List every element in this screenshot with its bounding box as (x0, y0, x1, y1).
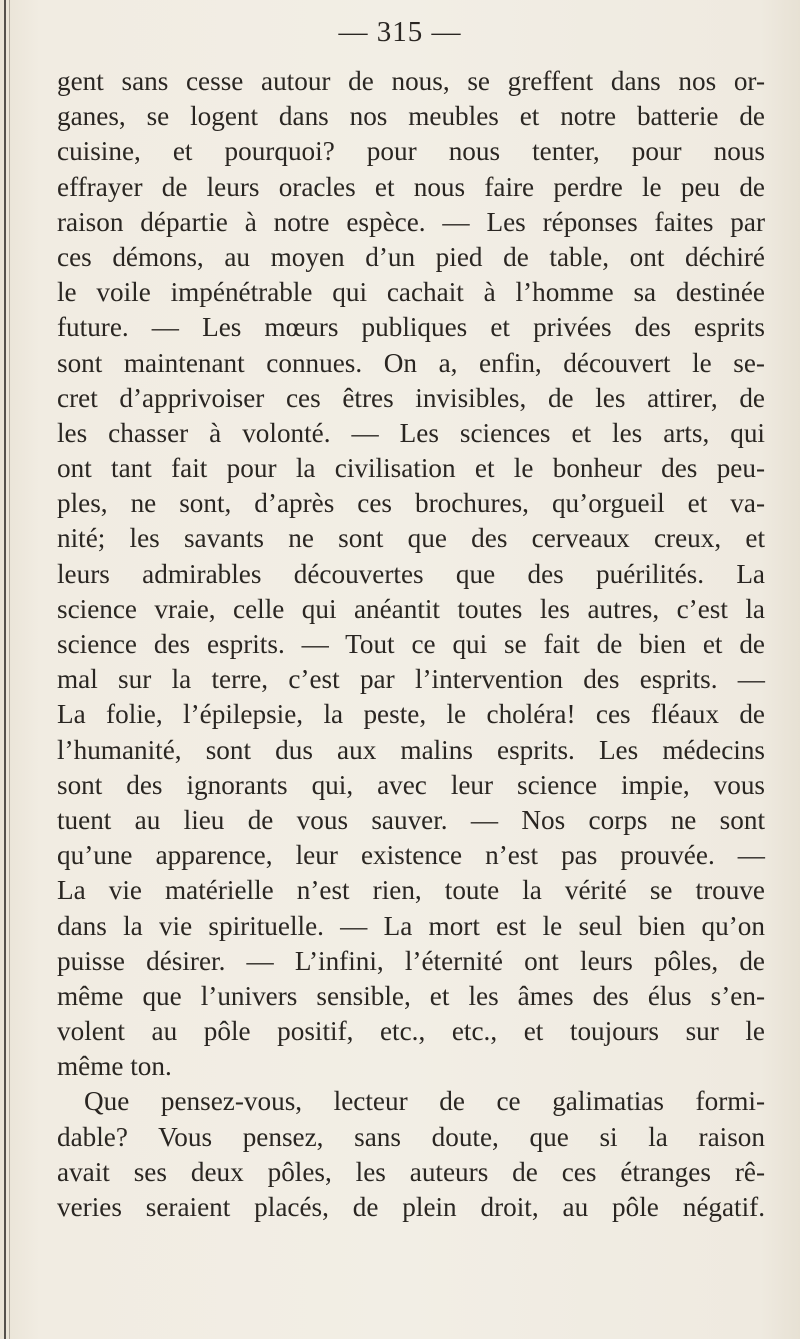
paragraph-start-line: Que pensez-vous, lecteur de ce galimatias formi- (84, 1086, 765, 1117)
text-line: même que l’univers sensible, et les âmes des élus s’en- (57, 980, 765, 1011)
text-line: future. — Les mœurs publiques et privées des esprits (57, 312, 765, 343)
text-line: les chasser à volonté. — Les sciences et les arts, qui (57, 417, 765, 448)
text-line: science des esprits. — Tout ce qui se fait de bien et de (57, 629, 765, 659)
text-line: l’humanité, sont dus aux malins esprits. Les médecins (57, 734, 765, 765)
text-line: La vie matérielle n’est rien, toute la vérité se trouve (57, 875, 765, 906)
text-line: dable? Vous pensez, sans doute, que si la raison (57, 1121, 765, 1152)
paragraph-end-line: même ton. (57, 1051, 172, 1082)
text-line: dans la vie spirituelle. — La mort est le seul bien qu’on (57, 910, 765, 941)
body-text (57, 64, 765, 1225)
page-binding-shadow (9, 0, 10, 1339)
text-line: cuisine, et pourquoi? pour nous tenter, pour nous (57, 136, 765, 167)
text-line: effrayer de leurs oracles et nous faire perdre le peu de (57, 171, 765, 202)
text-line: nité; les savants ne sont que des cerveaux creux, et (57, 523, 765, 554)
text-line: volent au pôle positif, etc., etc., et toujours sur le (57, 1016, 765, 1047)
text-line: avait ses deux pôles, les auteurs de ces étranges rê- (57, 1156, 765, 1187)
text-line: La folie, l’épilepsie, la peste, le choléra! ces fléaux de (57, 699, 765, 730)
text-line: mal sur la terre, c’est par l’intervention des esprits. — (57, 664, 765, 695)
text-line: ces démons, au moyen d’un pied de table, ont déchiré (57, 241, 765, 272)
text-line: ont tant fait pour la civilisation et le bonheur des peu- (57, 453, 765, 484)
text-line: veries seraient placés, de plein droit, au pôle négatif. (57, 1192, 765, 1222)
text-line: tuent au lieu de vous sauver. — Nos corps ne sont (57, 804, 765, 835)
text-line: gent sans cesse autour de nous, se greffent dans nos or- (57, 66, 765, 96)
text-line: ples, ne sont, d’après ces brochures, qu’orgueil et va- (57, 488, 765, 519)
text-line: science vraie, celle qui anéantit toutes les autres, c’est la (57, 593, 765, 624)
text-line: le voile impénétrable qui cachait à l’homme sa destinée (57, 277, 765, 308)
text-line: cret d’apprivoiser ces êtres invisibles, de les attirer, de (57, 382, 765, 413)
page-binding-edge (4, 0, 6, 1339)
text-line: raison départie à notre espèce. — Les réponses faites par (57, 206, 765, 237)
text-line: sont maintenant connues. On a, enfin, découvert le se- (57, 347, 765, 378)
text-line: leurs admirables découvertes que des puérilités. La (57, 558, 765, 589)
text-line: ganes, se logent dans nos meubles et notre batterie de (57, 101, 765, 132)
page-number: — 315 — (338, 16, 462, 48)
text-line: puisse désirer. — L’infini, l’éternité ont leurs pôles, de (57, 945, 765, 976)
text-line: qu’une apparence, leur existence n’est pas prouvée. — (57, 840, 765, 871)
text-line: sont des ignorants qui, avec leur science impie, vous (57, 769, 765, 800)
